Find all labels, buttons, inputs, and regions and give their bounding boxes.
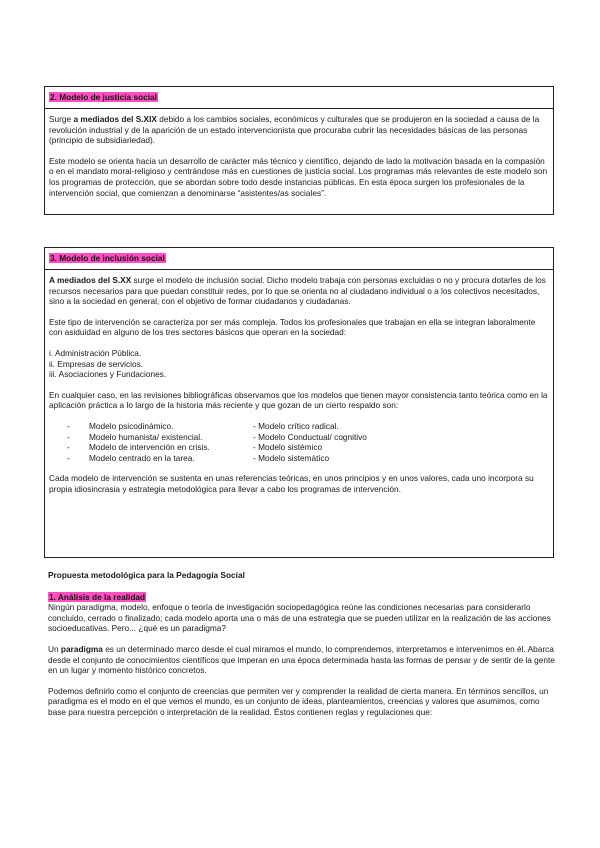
list-item: iii. Asociaciones y Fundaciones. — [49, 369, 167, 380]
paragraph: Cada modelo de intervención se sustenta en unas referencias teóricas, en unos principios y en unos valores, cada uno incorpora su propia idiosincrasia y estrategia metodológica para llevar a cabo los programas de intervención. — [49, 473, 534, 494]
proposal-section — [48, 570, 556, 728]
list-item: ii. Empresas de servicios. — [49, 358, 144, 369]
text: Modelo psicodinámico. — [89, 420, 174, 431]
text: surge el modelo de inclusión social. Dicho modelo trabaja con personas excluidas o no y procura dotarles de los recursos necesarios para que puedan constituir redes, por lo que se orienta no al ciudadano individual o a los colectivos necesitados, sino a la sociedad en general, con el objetivo de formar ciudadanos y ciudadanas. — [49, 275, 546, 307]
box-body — [45, 270, 553, 509]
paragraph: En cualquier caso, en las revisiones bibliográficas observamos que los modelos que tienen mayor consistencia tanto teórica como en la aplicación práctica a lo largo de la historia más reciente y que gozan de un cierto respaldo son: — [49, 389, 548, 411]
list-item: - Modelo sistemático — [253, 452, 330, 463]
box-body — [45, 109, 553, 212]
text: debido a los cambios sociales, económicos y culturales que se produjeron en la sociedad a causa de la revolución industrial y de la aparición de un estado intervencionista que procuraba cubrir las necesidades básicas de las personas (principio de subsidiariedad). — [49, 114, 540, 146]
box-header — [45, 87, 553, 109]
paragraph — [49, 275, 549, 307]
list-item: - Modelo sistémico — [253, 442, 323, 453]
bullet: - — [67, 431, 70, 442]
text: es un determinado marco desde el cual miramos el mundo, lo comprendemos, interpretamos e intervenimos en él. Abarca desde el conjunto de conocimientos científicos que imperan en una época determinada hasta las formas de pensar y de sentir de la gente en un lugar y momento histórico concretos. — [48, 643, 555, 676]
proposal-title: Propuesta metodológica para la Pedagogía Social — [48, 570, 245, 580]
paragraph: Este modelo se orienta hacia un desarrollo de carácter más técnico y científico, dejando de lado la motivación basada en la compasión o en el mandato moral-religioso y centrándose más en cuestiones de justicia social. Los programas más relevantes de este modelo son los programas de protección, que se abordan sobre todo desde instancias públicas. En esta época surgen los profesionales de la intervención social, que comienzan a denominarse “asistentes/as sociales”. — [49, 155, 548, 198]
bullet: - — [67, 442, 70, 453]
section-heading: 2. Modelo de justicia social — [50, 92, 157, 102]
subheading: 1. Análisis de la realidad — [49, 591, 146, 602]
list-item — [67, 432, 253, 443]
paragraph: Ningún paradigma, modelo, enfoque o teoría de investigación sociopedagógica reúne las condiciones necesarias para considerarlo concluido, cerrado o finalizado; cada modelo aporta una o más de una estrategia que se pueden utilizar en la realización de las acciones socioeducativas. Pero... ¿qué es un paradigma? — [48, 602, 551, 634]
list-item — [67, 453, 253, 464]
inclusion-social-box — [44, 247, 554, 558]
text: Un — [48, 643, 61, 654]
box-header — [45, 248, 553, 270]
list-item — [67, 421, 253, 432]
paragraph — [49, 114, 549, 146]
paragraph: Este tipo de intervención se caracteriza por ser más compleja. Todos los profesionales que trabajan en ella se integran laboralmente con asiduidad en alguno de los tres sectores básicos que operan en la sociedad: — [49, 316, 536, 338]
paragraph: Podemos definirlo como el conjunto de creencias que permiten ver y comprender la realidad de cierta manera. En términos sencillos, un paradigma es el modo en el que vemos el mundo, es un conjunto de ideas, planteamientos, creencias y valores que asumimos, como base para nuestra percepción o interpretación de la realidad. Éstos contienen reglas y regulaciones que: — [48, 685, 549, 717]
paragraph — [48, 644, 556, 676]
text: Modelo humanista/ existencial. — [89, 431, 203, 442]
bullet: - — [67, 420, 70, 431]
bold-text: paradigma — [60, 643, 103, 654]
text: Modelo de intervención en crisis. — [89, 442, 210, 453]
text: Surge — [49, 114, 74, 124]
bold-text: A mediados del S.XX — [49, 275, 132, 285]
list-item: i. Administración Pública. — [49, 347, 142, 358]
sectors-list — [49, 348, 549, 380]
text: Modelo centrado en la tarea. — [89, 452, 195, 463]
models-list — [67, 421, 549, 463]
bullet: - — [67, 452, 70, 463]
section-heading: 3. Modelo de inclusión social — [50, 253, 165, 263]
list-item — [67, 442, 253, 453]
subheading-row — [48, 592, 556, 603]
list-item: - Modelo crítico radical. — [253, 420, 339, 431]
list-item: - Modelo Conductual/ cognitivo — [253, 431, 367, 442]
bold-text: a mediados del S.XIX — [73, 114, 157, 124]
justicia-social-box — [44, 86, 554, 215]
